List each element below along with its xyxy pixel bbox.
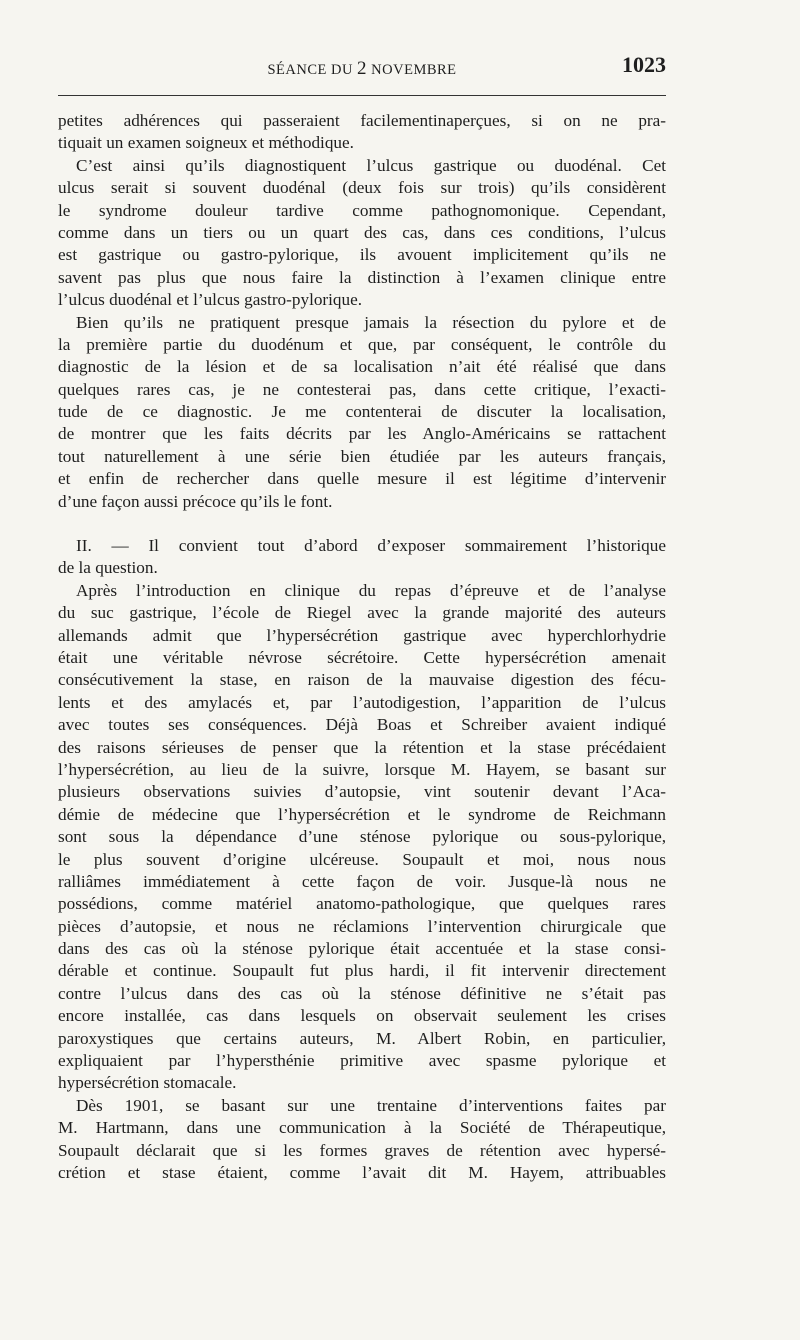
paragraph-2 <box>58 155 666 312</box>
text-line: sont sous la dépendance d’une sténose pylorique ou sous-pylorique, <box>58 827 666 847</box>
text-line: crétion et stase étaient, comme l’avait dit M. Hayem, attribuables <box>58 1162 666 1182</box>
text-line: Soupault déclarait que si les formes graves de rétention avec hypersé- <box>58 1140 666 1160</box>
paragraph-1 <box>58 110 666 155</box>
text-line: tude de ce diagnostic. Je me contenterai de discuter la localisation, <box>58 402 666 422</box>
text-line: ulcus serait si souvent duodénal (deux fois sur trois) qu’ils considèrent <box>58 178 666 198</box>
text-line: petites adhérences qui passeraient facilementinaperçues, si on ne pra- <box>58 111 666 130</box>
running-title-suffix: NOVEMBRE <box>367 62 457 78</box>
text-line: du suc gastrique, l’école de Riegel avec la grande majorité des auteurs <box>58 603 666 623</box>
text-line: l’hypersécrétion, au lieu de la suivre, lorsque M. Hayem, se basant sur <box>58 759 666 779</box>
text-line: lents et des amylacés et, par l’autodigestion, l’apparition de l’ulcus <box>58 692 666 712</box>
text-line: paroxystiques que certains auteurs, M. Albert Robin, en particulier, <box>58 1028 666 1048</box>
running-title <box>58 58 666 80</box>
text-line: et enfin de rechercher dans quelle mesure il est légitime d’intervenir <box>58 469 666 489</box>
page-number: 1023 <box>622 52 666 77</box>
text-line: la première partie du duodénum et que, par conséquent, le contrôle du <box>58 334 666 354</box>
text-line: tout naturellement à une série bien étudiée par les auteurs français, <box>58 446 666 466</box>
text-line: possédions, comme matériel anatomo-pathologique, que quelques rares <box>58 894 666 914</box>
text-line: Bien qu’ils ne pratiquent presque jamais la résection du pylore et de <box>76 312 666 332</box>
text-line: Dès 1901, se basant sur une trentaine d’interventions faites par <box>76 1095 666 1115</box>
paragraph-4 <box>58 535 666 580</box>
text-line: comme dans un tiers ou un quart des cas, dans ces conditions, l’ulcus <box>58 222 666 242</box>
text-line: l’ulcus duodénal et l’ulcus gastro-pylorique. <box>58 290 363 310</box>
text-line: avec toutes ses conséquences. Déjà Boas et Schreiber avaient indiqué <box>58 715 666 735</box>
text-line: II. — Il convient tout d’abord d’exposer sommairement l’historique <box>76 536 666 556</box>
text-line: contre l’ulcus dans des cas où la sténose définitive ne s’était pas <box>58 983 666 1003</box>
text-line: démie de médecine que l’hypersécrétion et le syndrome de Reichmann <box>58 804 666 824</box>
text-line: ralliâmes immédiatement à cette façon de voir. Jusque-là nous ne <box>58 871 666 891</box>
text-line: est gastrique ou gastro-pylorique, ils avouent implicitement qu’ils ne <box>58 245 666 265</box>
text-line: le syndrome douleur tardive comme pathognomonique. Cependant, <box>58 200 666 220</box>
text-line: tiquait un examen soigneux et méthodique. <box>58 133 354 153</box>
body-text <box>58 110 666 1184</box>
text-line: Après l’introduction en clinique du repas d’épreuve et de l’analyse <box>76 580 666 600</box>
text-line: dans des cas où la sténose pylorique était accentuée et la stase consi- <box>58 939 666 959</box>
text-line: quelques rares cas, je ne contesterai pas, dans cette critique, l’exacti- <box>58 379 666 399</box>
running-head <box>58 52 666 82</box>
text-line: C’est ainsi qu’ils diagnostiquent l’ulcus gastrique ou duodénal. Cet <box>76 155 666 175</box>
running-title-day: 2 <box>357 58 368 79</box>
text-line: pièces d’autopsie, et nous ne réclamions l’intervention chirurgicale que <box>58 916 666 936</box>
text-line: allemands admit que l’hypersécrétion gastrique avec hyperchlorhydrie <box>58 625 666 645</box>
paragraph-3 <box>58 312 666 514</box>
text-line: diagnostic de la lésion et de sa localisation n’ait été réalisé que dans <box>58 357 666 377</box>
text-line: expliquaient par l’hypersthénie primitive avec spasme pylorique et <box>58 1051 666 1071</box>
text-line: le plus souvent d’origine ulcéreuse. Soupault et moi, nous nous <box>58 849 666 869</box>
text-line: d’une façon aussi précoce qu’ils le font. <box>58 491 333 511</box>
section-gap <box>58 513 666 535</box>
text-line: plusieurs observations suivies d’autopsie, vint soutenir devant l’Aca- <box>58 782 666 802</box>
paragraph-6 <box>58 1095 666 1185</box>
text-line: encore installée, cas dans lesquels on observait seulement les crises <box>58 1006 666 1026</box>
header-rule <box>58 95 666 96</box>
paragraph-5 <box>58 580 666 1095</box>
running-title-prefix: SÉANCE DU <box>267 62 358 78</box>
text-line: était une véritable névrose sécrétoire. Cette hypersécrétion amenait <box>58 647 666 667</box>
text-line: de la question. <box>58 558 158 578</box>
text-line: des raisons sérieuses de penser que la rétention et la stase précédaient <box>58 737 666 757</box>
text-line: hypersécrétion stomacale. <box>58 1073 237 1093</box>
text-line: savent pas plus que nous faire la distinction à l’examen clinique entre <box>58 267 666 287</box>
text-line: consécutivement la stase, en raison de la mauvaise digestion des fécu- <box>58 670 666 690</box>
text-line: de montrer que les faits décrits par les Anglo-Américains se rattachent <box>58 424 666 444</box>
text-line: dérable et continue. Soupault fut plus hardi, il fit intervenir directement <box>58 961 666 981</box>
text-line: M. Hartmann, dans une communication à la Société de Thérapeutique, <box>58 1118 666 1138</box>
